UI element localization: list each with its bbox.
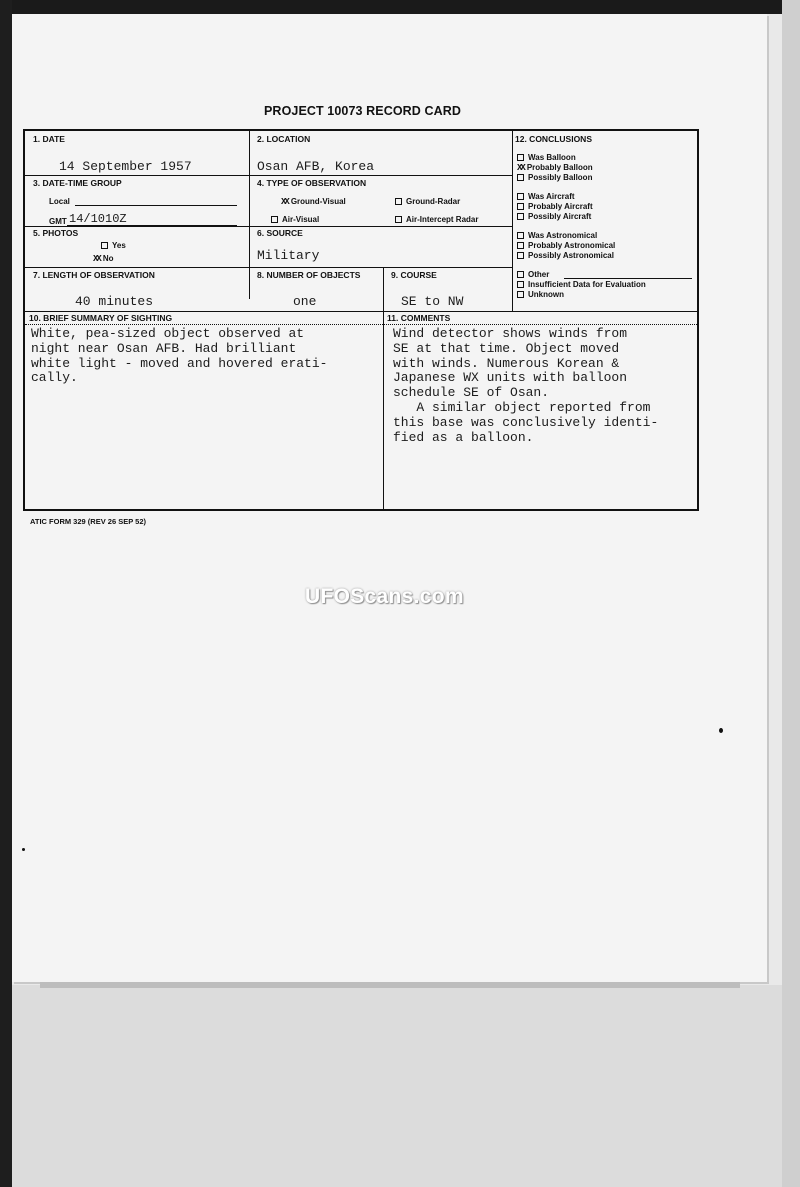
summary-line: white light - moved and hovered erati-: [31, 355, 328, 371]
divider: [512, 131, 513, 311]
checkbox: [395, 216, 402, 223]
conclusion-possibly-balloon: [517, 173, 592, 182]
photos-yes-option: [101, 241, 126, 250]
location-value: Osan AFB, Korea: [257, 159, 375, 174]
gmt-label: GMT: [49, 217, 67, 226]
checked-mark: XX: [517, 163, 524, 173]
gmt-value: 14/1010Z: [69, 212, 127, 226]
divider: [25, 175, 513, 176]
conclusion-label: Possibly Astronomical: [528, 251, 614, 260]
underlying-page: [12, 985, 782, 1187]
summary-line: night near Osan AFB. Had brilliant: [31, 340, 297, 356]
comments-text: [393, 327, 658, 445]
course-value: SE to NW: [401, 294, 464, 309]
course-label: 9. COURSE: [391, 270, 437, 280]
conclusion-label: Was Balloon: [528, 153, 576, 162]
conclusion-label: Possibly Aircraft: [528, 212, 592, 221]
length-label: 7. LENGTH OF OBSERVATION: [33, 270, 155, 280]
record-card: [23, 129, 699, 511]
conclusion-possibly-astronomical: [517, 251, 614, 260]
conclusion-label: Insufficient Data for Evaluation: [528, 280, 646, 289]
photos-no-option: [93, 254, 113, 264]
divider: [25, 226, 513, 227]
watermark: UFOScans.com: [305, 585, 464, 608]
checkbox: [517, 281, 524, 288]
conclusion-label: Was Astronomical: [528, 231, 598, 240]
type-of-observation-label: 4. TYPE OF OBSERVATION: [257, 178, 367, 188]
scan-border-right: [782, 0, 800, 1187]
air-intercept-radar-option: [395, 215, 478, 224]
comments-line: Japanese WX units with balloon: [393, 370, 628, 386]
conclusion-label: Unknown: [528, 290, 564, 299]
photos-no-label: No: [102, 254, 114, 263]
conclusion-probably-aircraft: [517, 202, 593, 211]
page-edge-shadow: [40, 982, 740, 988]
scan-speck: [719, 728, 723, 733]
checkbox: [517, 291, 524, 298]
comments-label: 11. COMMENTS: [387, 313, 451, 323]
checkbox: [517, 193, 524, 200]
conclusion-label: Was Aircraft: [528, 192, 575, 201]
summary-line: cally.: [31, 370, 78, 386]
checked-mark: XX: [281, 197, 288, 207]
form-number: ATIC FORM 329 (REV 26 SEP 52): [30, 517, 147, 526]
conclusion-possibly-aircraft: [517, 212, 591, 221]
divider: [25, 311, 697, 312]
checkbox: [517, 252, 524, 259]
checkbox: [517, 203, 524, 210]
comments-line: fied as a balloon.: [393, 429, 534, 445]
objects-label: 8. NUMBER OF OBJECTS: [257, 270, 361, 280]
checkbox: [395, 198, 402, 205]
conclusion-probably-balloon: [517, 163, 593, 173]
ground-radar-option: [395, 197, 460, 206]
page-title: PROJECT 10073 RECORD CARD: [264, 104, 461, 118]
divider: [249, 131, 250, 299]
checkbox: [517, 242, 524, 249]
conclusion-label: Probably Aircraft: [528, 202, 593, 211]
ground-visual-option: [281, 197, 346, 207]
ground-visual-label: Ground-Visual: [290, 197, 346, 206]
divider: [25, 324, 697, 325]
summary-text: [31, 327, 327, 386]
date-label: 1. DATE: [33, 134, 65, 144]
comments-line: with winds. Numerous Korean &: [393, 355, 620, 371]
local-underline: [75, 205, 237, 206]
comments-line: SE at that time. Object moved: [393, 340, 620, 356]
date-time-group-label: 3. DATE-TIME GROUP: [33, 178, 122, 188]
objects-value: one: [293, 294, 317, 309]
checkbox: [271, 216, 278, 223]
photos-label: 5. PHOTOS: [33, 228, 79, 238]
checkbox: [517, 271, 524, 278]
air-intercept-radar-label: Air-Intercept Radar: [406, 215, 479, 224]
air-visual-option: [271, 215, 319, 224]
conclusion-label: Possibly Balloon: [528, 173, 593, 182]
divider: [383, 311, 384, 509]
other-underline: [564, 278, 692, 279]
date-value: 14 September 1957: [59, 159, 192, 174]
length-value: 40 minutes: [75, 294, 154, 309]
source-label: 6. SOURCE: [257, 228, 303, 238]
conclusion-unknown: [517, 290, 564, 299]
checkbox: [101, 242, 108, 249]
ground-radar-label: Ground-Radar: [406, 197, 461, 206]
checkbox: [517, 174, 524, 181]
comments-line: this base was conclusively identi-: [393, 414, 659, 430]
conclusions-label: 12. CONCLUSIONS: [515, 134, 592, 144]
photos-yes-label: Yes: [112, 241, 126, 250]
conclusion-was-astronomical: [517, 231, 597, 240]
checked-mark: XX: [93, 254, 100, 264]
conclusion-was-aircraft: [517, 192, 575, 201]
checkbox: [517, 232, 524, 239]
gmt-underline: [67, 225, 237, 226]
conclusion-insufficient-data: [517, 280, 646, 289]
scan-border-top: [0, 0, 800, 14]
location-label: 2. LOCATION: [257, 134, 311, 144]
divider: [383, 267, 384, 311]
comments-line: schedule SE of Osan.: [393, 385, 550, 401]
divider: [25, 267, 513, 268]
conclusion-label: Other: [528, 270, 550, 279]
conclusion-was-balloon: [517, 153, 576, 162]
comments-line: Wind detector shows winds from: [393, 326, 628, 341]
conclusion-label: Probably Astronomical: [528, 241, 616, 250]
air-visual-label: Air-Visual: [282, 215, 320, 224]
local-label: Local: [49, 197, 70, 206]
checkbox: [517, 213, 524, 220]
conclusion-probably-astronomical: [517, 241, 615, 250]
scan-border-left: [0, 0, 12, 1187]
comments-line: A similar object reported from: [393, 399, 651, 415]
source-value: Military: [257, 248, 320, 263]
conclusion-label: Probably Balloon: [526, 163, 593, 172]
summary-label: 10. BRIEF SUMMARY OF SIGHTING: [29, 313, 173, 323]
summary-line: White, pea-sized object observed at: [31, 326, 305, 341]
checkbox: [517, 154, 524, 161]
conclusion-other: [517, 270, 549, 279]
scan-speck: [22, 848, 25, 851]
